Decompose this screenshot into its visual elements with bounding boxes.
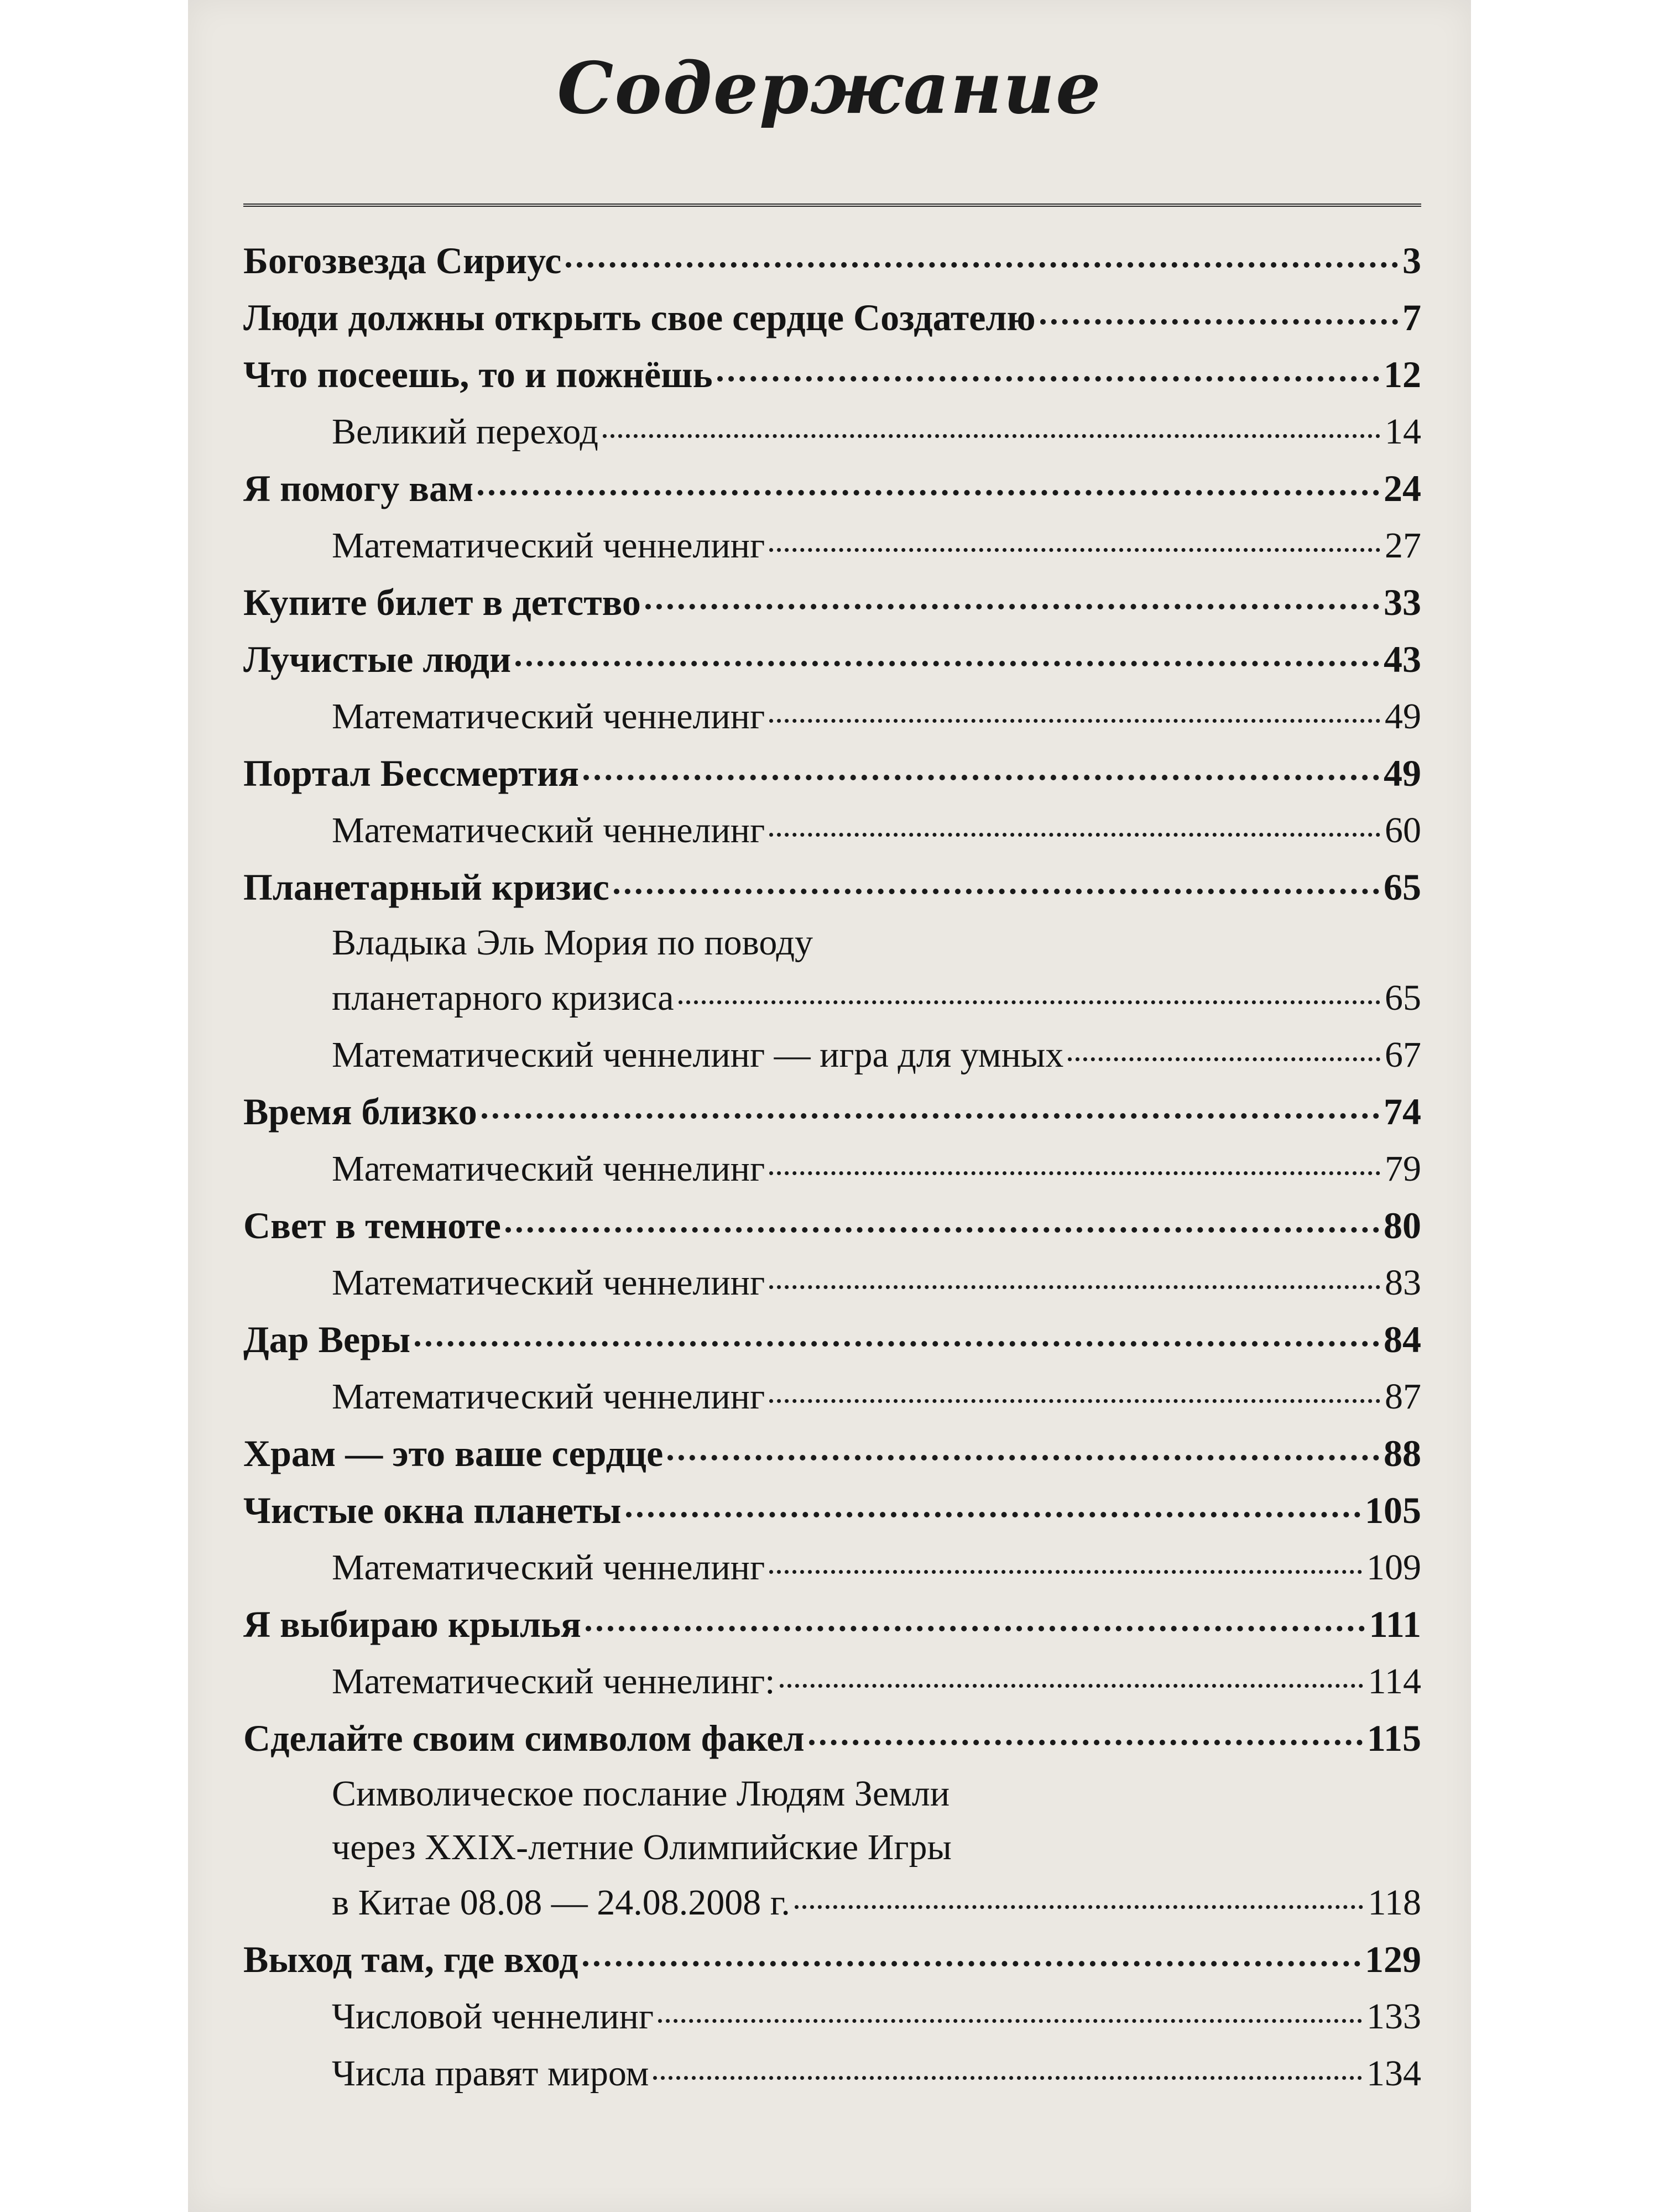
toc-entry-title: планетарного кризиса	[332, 978, 674, 1018]
toc-page-number: 12	[1384, 353, 1421, 395]
toc-page-number: 80	[1384, 1204, 1421, 1246]
toc-page-number: 84	[1384, 1318, 1421, 1360]
toc-entry-title: Математический ченнелинг	[332, 1547, 765, 1588]
toc-subsection-entry	[243, 1874, 1421, 1931]
toc-subsection-entry	[243, 916, 1421, 969]
dot-leader	[1040, 319, 1398, 325]
toc-page-number: 14	[1385, 411, 1421, 452]
toc-entry-title: Купите билет в детство	[243, 581, 641, 623]
dot-leader	[566, 262, 1398, 268]
dot-leader	[505, 1227, 1379, 1233]
dot-leader	[795, 1905, 1364, 1909]
dot-leader	[769, 1171, 1380, 1175]
dot-leader	[769, 833, 1380, 837]
toc-page-number: 88	[1384, 1432, 1421, 1474]
toc-chapter-entry	[243, 745, 1421, 802]
dot-leader	[415, 1341, 1379, 1347]
dot-leader	[667, 1455, 1379, 1460]
toc-chapter-entry	[243, 1425, 1421, 1482]
toc-page-number: 65	[1384, 866, 1421, 908]
toc-entry-title: Портал Бессмертия	[243, 752, 579, 794]
toc-entry-title: Лучистые люди	[243, 638, 512, 680]
toc-chapter-entry	[243, 1482, 1421, 1539]
toc-page-number: 60	[1385, 810, 1421, 851]
dot-leader	[769, 719, 1380, 723]
toc-subsection-entry	[243, 1988, 1421, 2045]
toc-chapter-entry	[243, 859, 1421, 916]
dot-leader	[780, 1684, 1364, 1688]
toc-page-number: 111	[1369, 1603, 1421, 1645]
dot-leader	[653, 2076, 1362, 2080]
toc-page-number: 74	[1384, 1091, 1421, 1133]
dot-leader	[679, 1000, 1380, 1004]
toc-entry-title: Математический ченнелинг:	[332, 1661, 775, 1702]
toc-entry-title: Символическое послание Людям Земли	[332, 1773, 950, 1814]
dot-leader	[717, 376, 1379, 382]
toc-entry-title: Что посеешь, то и пожнёшь	[243, 353, 713, 395]
dot-leader	[1068, 1057, 1380, 1061]
toc-chapter-entry	[243, 232, 1421, 289]
toc-subsection-entry	[243, 1539, 1421, 1596]
dot-leader	[769, 1399, 1380, 1403]
toc-subsection-entry	[243, 802, 1421, 859]
toc-entry-title: Дар Веры	[243, 1318, 411, 1360]
dot-leader	[626, 1512, 1361, 1517]
toc-chapter-entry	[243, 1710, 1421, 1767]
toc-entry-title: Числа правят миром	[332, 2053, 649, 2094]
toc-page-number: 7	[1402, 296, 1421, 338]
toc-chapter-entry	[243, 1311, 1421, 1368]
toc-page-number: 49	[1384, 752, 1421, 794]
dot-leader	[583, 775, 1379, 780]
toc-subsection-entry	[243, 517, 1421, 574]
toc-page-number: 87	[1385, 1376, 1421, 1417]
toc-page-number: 27	[1385, 525, 1421, 566]
toc-chapter-entry	[243, 631, 1421, 688]
toc-chapter-entry	[243, 1931, 1421, 1988]
toc-entry-title: Математический ченнелинг	[332, 810, 765, 851]
toc-page-number: 79	[1385, 1149, 1421, 1189]
toc-subsection-entry	[243, 1026, 1421, 1083]
dot-leader	[769, 548, 1380, 552]
toc-page-number: 114	[1368, 1661, 1421, 1702]
toc-chapter-entry	[243, 346, 1421, 403]
dot-leader	[769, 1285, 1380, 1289]
toc-chapter-entry	[243, 1197, 1421, 1254]
toc-entry-title: через XXIX-летние Олимпийские Игры	[332, 1827, 952, 1867]
toc-entry-title: Свет в темноте	[243, 1204, 501, 1246]
toc-page-number: 3	[1402, 239, 1421, 281]
title-divider	[243, 204, 1421, 207]
dot-leader	[515, 661, 1379, 666]
toc-entry-title: Математический ченнелинг	[332, 525, 765, 566]
book-page	[188, 0, 1471, 2212]
toc-entry-title: Время близко	[243, 1091, 477, 1133]
toc-entry-title: Люди должны открыть свое сердце Создателю	[243, 296, 1036, 338]
toc-subsection-entry	[243, 1653, 1421, 1710]
toc-subsection-entry	[243, 1368, 1421, 1425]
dot-leader	[645, 604, 1379, 609]
dot-leader	[658, 2019, 1362, 2023]
toc-entry-title: Великий переход	[332, 411, 598, 452]
toc-entry-title: Богозвезда Сириус	[243, 239, 562, 281]
toc-subsection-entry	[243, 969, 1421, 1026]
dot-leader	[769, 1570, 1362, 1574]
dot-leader	[482, 1113, 1379, 1119]
toc-entry-title: Я выбираю крылья	[243, 1603, 581, 1645]
toc-page-number: 129	[1365, 1938, 1421, 1980]
toc-page-number: 67	[1385, 1035, 1421, 1075]
toc-entry-title: Сделайте своим символом факел	[243, 1717, 805, 1759]
toc-subsection-entry	[243, 1140, 1421, 1197]
toc-page-number: 24	[1384, 467, 1421, 509]
page-title: Содержание	[557, 47, 1102, 130]
toc-entry-title: Я помогу вам	[243, 467, 474, 509]
toc-entry-title: Математический ченнелинг	[332, 1262, 765, 1303]
toc-page-number: 49	[1385, 696, 1421, 737]
toc-page-number: 134	[1366, 2053, 1421, 2094]
toc-page-number: 65	[1385, 978, 1421, 1018]
toc-entry-title: Математический ченнелинг	[332, 1376, 765, 1417]
toc-page-number: 115	[1366, 1717, 1421, 1759]
toc-page-number: 118	[1368, 1882, 1421, 1923]
toc-chapter-entry	[243, 289, 1421, 346]
dot-leader	[586, 1626, 1365, 1631]
toc-chapter-entry	[243, 1596, 1421, 1653]
dot-leader	[603, 434, 1380, 438]
toc-subsection-entry	[243, 1820, 1421, 1874]
toc-chapter-entry	[243, 1083, 1421, 1140]
toc-page-number: 133	[1366, 1996, 1421, 2037]
dot-leader	[809, 1740, 1363, 1745]
toc-page-number: 43	[1384, 638, 1421, 680]
toc-entry-title: в Китае 08.08 — 24.08.2008 г.	[332, 1882, 790, 1923]
toc-entry-title: Числовой ченнелинг	[332, 1996, 654, 2037]
toc-entry-title: Математический ченнелинг	[332, 1149, 765, 1189]
dot-leader	[583, 1961, 1361, 1966]
toc-page-number: 83	[1385, 1262, 1421, 1303]
dot-leader	[478, 490, 1379, 495]
toc-subsection-entry	[243, 403, 1421, 460]
toc-page-number: 105	[1365, 1489, 1421, 1531]
toc-entry-title: Математический ченнелинг — игра для умных	[332, 1035, 1064, 1075]
toc-chapter-entry	[243, 574, 1421, 631]
toc-entry-title: Чистые окна планеты	[243, 1489, 622, 1531]
toc-subsection-entry	[243, 1767, 1421, 1820]
toc-entry-title: Планетарный кризис	[243, 866, 609, 908]
toc-entry-title: Выход там, где вход	[243, 1938, 578, 1980]
toc-subsection-entry	[243, 688, 1421, 745]
toc-entry-title: Храм — это ваше сердце	[243, 1432, 664, 1474]
dot-leader	[614, 889, 1379, 894]
toc-subsection-entry	[243, 2045, 1421, 2102]
toc-page-number: 109	[1366, 1547, 1421, 1588]
table-of-contents	[243, 232, 1421, 2102]
toc-subsection-entry	[243, 1254, 1421, 1311]
toc-chapter-entry	[243, 460, 1421, 517]
toc-entry-title: Владыка Эль Мория по поводу	[332, 922, 813, 963]
toc-page-number: 33	[1384, 581, 1421, 623]
toc-entry-title: Математический ченнелинг	[332, 696, 765, 737]
